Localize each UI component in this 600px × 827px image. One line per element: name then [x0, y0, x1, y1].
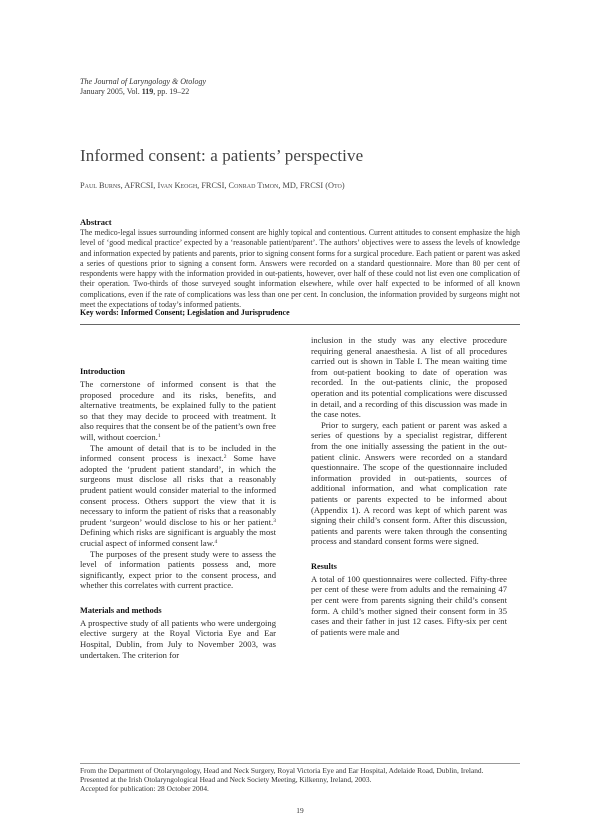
intro-paragraph-3: The purposes of the present study were to assess the level of information patients possess and, more significantly, expect prior to the consent process, and whether this correlates with current practice.	[80, 548, 276, 591]
footnote-presented: Presented at the Irish Otolaryngological Head and Neck Society Meeting, Kilkenny, Ireland, 2003.	[80, 775, 372, 785]
ref-1: 1	[157, 432, 161, 439]
abstract-heading: Abstract	[80, 217, 112, 227]
article-title: Informed consent: a patients’ perspective	[80, 146, 364, 165]
intro-paragraph-2	[80, 443, 276, 549]
author-3-name: Conrad Timon	[228, 181, 279, 190]
journal-issue	[80, 87, 206, 97]
author-1-credentials: , AFRCSI,	[120, 181, 158, 190]
right-column	[311, 335, 507, 637]
journal-issue-suffix: , pp. 19–22	[153, 87, 190, 96]
section-gap	[80, 591, 276, 605]
keywords-line	[80, 308, 290, 317]
abstract-section	[80, 217, 520, 310]
author-3-end: )	[341, 181, 345, 190]
ref-2: 2	[223, 454, 227, 461]
author-3-specialty: Oto	[327, 181, 342, 190]
results-paragraph-1: A total of 100 questionnaires were collected. Fifty-three per cent of these were from adults and the remaining 47 per cent were from parents signing their child’s consent form. A child’s mother signed their consent form in 35 cases and their father in just 12 cases. Fifty-six per cent of patients were male and	[311, 573, 507, 637]
methods-paragraph-continued: inclusion in the study was any elective procedure requiring general anaesthesia. A list of all procedures carried out is shown in Table I. The mean waiting time from out-patient booking to date of operation was recorded. In the out-patients clinic, the proposed operation and its potential complications were discussed in detail, and a recording of this discussion was made in the case notes.	[311, 335, 507, 420]
footnote-accepted: Accepted for publication: 28 October 2004.	[80, 784, 209, 794]
author-1-name: Paul Burns	[80, 181, 121, 190]
author-3-credentials: , MD, FRCSI (	[278, 181, 328, 190]
page-number: 19	[296, 806, 304, 815]
intro-paragraph-1	[80, 379, 276, 443]
intro-p2-text-b: Some have adopted the ‘prudent patient standard’, in which the surgeons must disclose all risks that a reasonably prudent patient would consider material to the informed consent process. Others support the view that it is necessary to inform the patient of risks that a reasonably prudent ‘surgeon’ would disclose to his or her patient.	[80, 453, 276, 527]
introduction-heading: Introduction	[80, 367, 126, 376]
footnotes	[80, 766, 520, 794]
intro-p1-text: The cornerstone of informed consent is that the proposed procedure and its risks, benefits, and alternative treatments, be explained fully to the patient so that they may decide to proceed with treatment. It also requires that the consent be of the patient’s own free will, without coercion.	[80, 379, 276, 442]
ref-4: 4	[214, 538, 218, 545]
journal-issue-prefix: January 2005, Vol.	[80, 87, 142, 96]
intro-p2-text-a: The amount of detail that is to be included in the informed consent process is inexact.	[80, 442, 276, 464]
intro-p2-text-c: Defining which risks are significant is arguably the most crucial aspect of informed consent law.	[80, 527, 276, 548]
section-gap	[311, 547, 507, 561]
keywords-value: Informed Consent; Legislation and Jurisprudence	[120, 308, 290, 317]
ref-3: 3	[273, 517, 276, 524]
journal-header	[80, 77, 206, 97]
abstract-text: The medico-legal issues surrounding informed consent are highly topical and contentious. Current attitudes to consent emphasize the high level of ‘good medical practice’ expected by a ‘reasonable patient/parent’. The authors’ objectives were to assess the levels of knowledge and information expected by patients and parents, prior to signing consent forms for a surgical procedure. Each patient or parent was asked a series of questions prior to signing a consent form. Answers were recorded on a standard questionnaire. More than 80 per cent of respondents were happy with the information provided in out-patients, however, over half of these could not list even one complication of their operation. Two-thirds of those surveyed sought information elsewhere, while over half expected to be informed of all known complications, even if the rate of complications was less than one per cent. In conclusion, the information provided by surgeons might not meet the expectations of today’s informed patients.	[80, 228, 520, 310]
results-heading: Results	[311, 561, 337, 571]
abstract-divider	[80, 324, 520, 325]
journal-name: The Journal of Laryngology & Otology	[80, 77, 206, 86]
methods-heading: Materials and methods	[80, 605, 162, 615]
footnote-affiliation: From the Department of Otolaryngology, Head and Neck Surgery, Royal Victoria Eye and Ear Hospital, Adelaide Road, Dublin, Ireland.	[80, 766, 484, 775]
methods-paragraph-1: A prospective study of all patients who were undergoing elective surgery at the Royal Victoria Eye and Ear Hospital, Dublin, from July to November 2003, was undertaken. The criterion for	[80, 617, 276, 660]
article-authors	[80, 181, 345, 190]
author-2-credentials: , FRCSI,	[197, 181, 229, 190]
journal-volume: 119	[141, 87, 154, 96]
keywords-label: Key words:	[80, 308, 119, 317]
methods-paragraph-2: Prior to surgery, each patient or parent was asked a series of questions by a specialist registrar, different from the one initially assessing the patient in the out-patient clinic. Answers were recorded on a standard questionnaire. The scope of the questionnaire included information provided in out-patients, sources of additional information, and what complication rate patients or parents expected to be informed about (Appendix 1). A record was kept of which parent was signing their child’s consent form. After this discussion, patients and parents were taken through the consenting process and standard consent forms were signed.	[311, 419, 507, 547]
author-2-name: Ivan Keogh	[157, 181, 198, 190]
footnote-divider	[80, 763, 520, 764]
left-column	[80, 366, 276, 660]
